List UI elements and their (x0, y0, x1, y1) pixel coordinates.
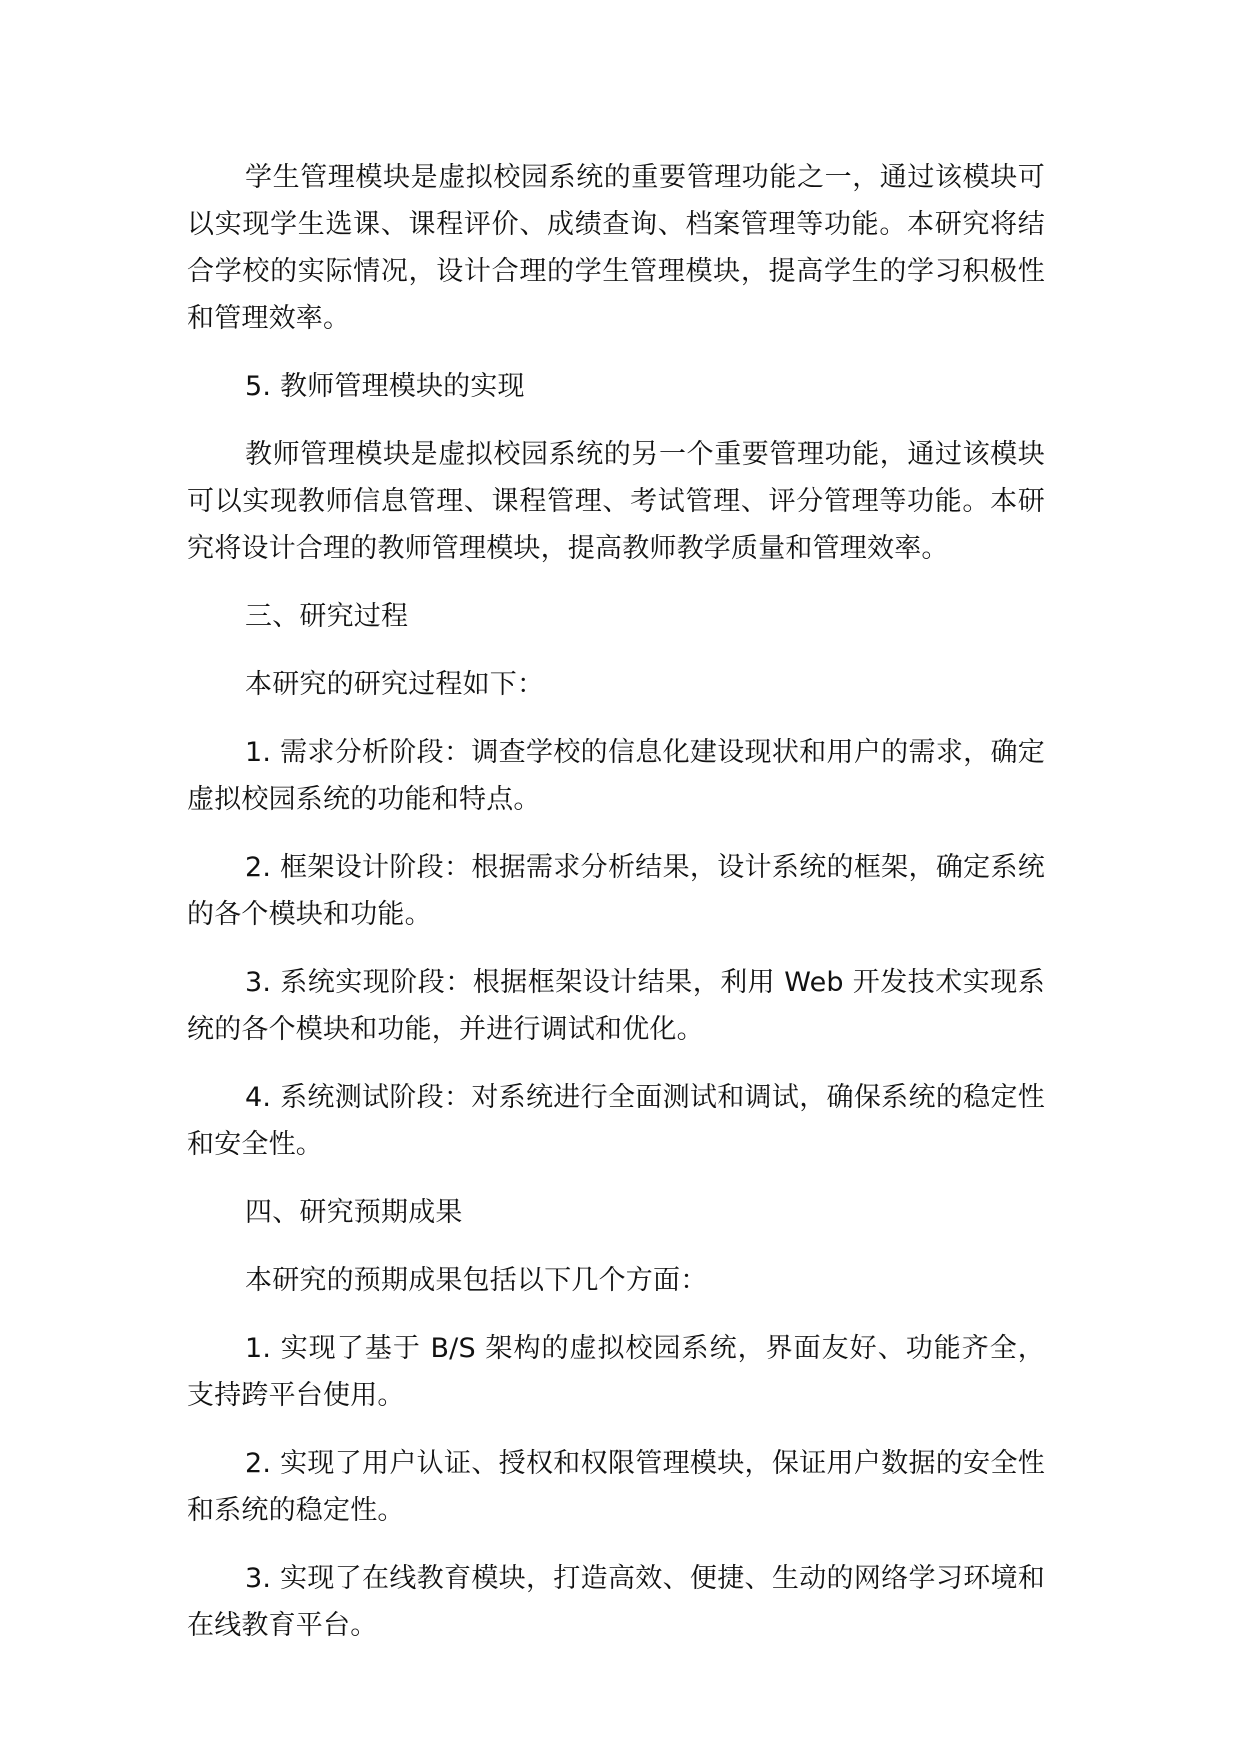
paragraph-teacher-management: 教师管理模块是虚拟校园系统的另一个重要管理功能，通过该模块可以实现教师信息管理、课程管理、考试管理、评分管理等功能。本研究将设计合理的教师管理模块，提高教师教学质量和管理效率。 (187, 439, 1045, 564)
list-item-online-education: 3. 实现了在线教育模块，打造高效、便捷、生动的网络学习环境和在线教育平台。 (187, 1563, 1045, 1641)
list-item-bs-architecture: 1. 实现了基于 B/S 架构的虚拟校园系统，界面友好、功能齐全，支持跨平台使用。 (187, 1333, 1045, 1411)
list-item-implementation: 3. 系统实现阶段：根据框架设计结果，利用 Web 开发技术实现系统的各个模块和功能，并进行调试和优化。 (187, 967, 1045, 1045)
heading-expected-results: 四、研究预期成果 (245, 1197, 463, 1228)
list-item-testing: 4. 系统测试阶段：对系统进行全面测试和调试，确保系统的稳定性和安全性。 (187, 1082, 1045, 1160)
paragraph-process-intro: 本研究的研究过程如下： (245, 669, 545, 700)
paragraph-student-management: 学生管理模块是虚拟校园系统的重要管理功能之一，通过该模块可以实现学生选课、课程评价、成绩查询、档案管理等功能。本研究将结合学校的实际情况，设计合理的学生管理模块，提高学生的学习积极性和管理效率。 (187, 162, 1045, 334)
document-body (187, 154, 1045, 1670)
heading-teacher-module: 5. 教师管理模块的实现 (245, 371, 525, 402)
list-item-framework: 2. 框架设计阶段：根据需求分析结果，设计系统的框架，确定系统的各个模块和功能。 (187, 852, 1045, 930)
paragraph-results-intro: 本研究的预期成果包括以下几个方面： (245, 1265, 708, 1296)
heading-research-process: 三、研究过程 (245, 601, 409, 632)
list-item-authentication: 2. 实现了用户认证、授权和权限管理模块，保证用户数据的安全性和系统的稳定性。 (187, 1448, 1045, 1526)
list-item-requirements: 1. 需求分析阶段：调查学校的信息化建设现状和用户的需求，确定虚拟校园系统的功能和特点。 (187, 737, 1045, 815)
